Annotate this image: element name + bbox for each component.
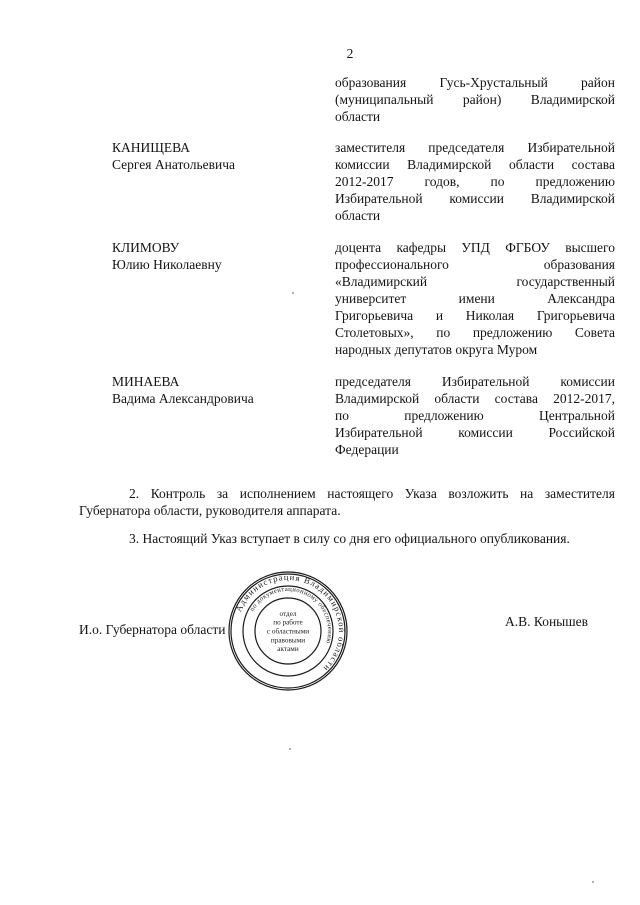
position-line: народных депутатов округа Муром bbox=[335, 342, 538, 357]
signatory-name: А.В. Конышев bbox=[505, 614, 589, 629]
appointee-position bbox=[335, 373, 615, 458]
position-line: образования Гусь-Хрустальный район bbox=[335, 75, 615, 90]
clause-entry-into-force: 3. Настоящий Указ вступает в силу со дня его официального опубликования. bbox=[129, 531, 570, 546]
stamp-center-line: правовыми bbox=[270, 636, 306, 645]
scan-speck bbox=[292, 292, 294, 294]
appointee-entry bbox=[0, 74, 640, 125]
position-line: доцента кафедры УПД ФГБОУ высшего bbox=[335, 240, 615, 255]
stamp-ring-text: Администрация Владимирской области bbox=[233, 571, 348, 675]
position-line: Столетовых», по предложению Совета bbox=[335, 325, 615, 340]
decree-clauses bbox=[79, 485, 615, 558]
stamp-center-line: отдел bbox=[279, 609, 297, 618]
stamp-center-line: актами bbox=[277, 645, 299, 654]
appointee-name bbox=[112, 139, 312, 173]
appointee-given-names: Юлию Николаевну bbox=[112, 257, 222, 272]
appointee-name bbox=[112, 239, 312, 273]
position-line: области bbox=[335, 208, 381, 223]
stamp-center-text bbox=[267, 610, 309, 653]
appointee-surname: КЛИМОВУ bbox=[112, 240, 180, 255]
position-line: председателя Избирательной комиссии bbox=[335, 374, 615, 389]
scan-speck bbox=[289, 748, 291, 750]
appointee-given-names: Сергея Анатольевича bbox=[112, 157, 236, 172]
position-line: профессионального образования bbox=[335, 257, 615, 272]
signatory-title: И.о. Губернатора области bbox=[79, 622, 226, 637]
clause-control: 2. Контроль за исполнением настоящего Указа возложить на заместителя Губернатора области, руководителя аппарата. bbox=[79, 486, 615, 518]
appointee-given-names: Вадима Александровича bbox=[112, 391, 254, 406]
position-line: Избирательной комиссии Российской bbox=[335, 425, 615, 440]
position-line: Владимирской области состава 2012-2017, bbox=[335, 391, 615, 406]
official-seal-stamp bbox=[227, 570, 349, 692]
position-line: заместителя председателя Избирательной bbox=[335, 140, 615, 155]
position-line: университет имени Александра bbox=[335, 291, 615, 306]
appointee-position bbox=[335, 139, 615, 224]
appointee-entry bbox=[0, 373, 640, 458]
position-line: по предложению Центральной bbox=[335, 408, 615, 423]
appointee-position bbox=[335, 74, 615, 125]
position-line: Григорьевича и Николая Григорьевича bbox=[335, 308, 615, 323]
appointee-surname: КАНИЩЕВА bbox=[112, 140, 191, 155]
position-line: (муниципальный район) Владимирской bbox=[335, 92, 615, 107]
position-line: Федерации bbox=[335, 442, 399, 457]
position-line: области bbox=[335, 109, 381, 124]
appointee-entry bbox=[0, 139, 640, 224]
position-line: комиссии Владимирской области состава bbox=[335, 157, 615, 172]
scan-speck bbox=[592, 881, 594, 883]
position-line: «Владимирский государственный bbox=[335, 274, 615, 289]
appointee-name bbox=[112, 373, 312, 407]
stamp-center-line: по работе bbox=[273, 618, 303, 627]
page-number: 2 bbox=[346, 46, 354, 61]
position-line: Избирательной комиссии Владимирской bbox=[335, 191, 615, 206]
position-line: 2012-2017 годов, по предложению bbox=[335, 174, 615, 189]
appointee-list bbox=[0, 74, 640, 458]
stamp-center-line: с областными bbox=[266, 627, 310, 636]
appointee-surname: МИНАЕВА bbox=[112, 374, 180, 389]
stamp-inner-ring-text: по документационному обеспечению bbox=[248, 585, 334, 645]
appointee-position bbox=[335, 239, 615, 358]
appointee-entry bbox=[0, 239, 640, 358]
